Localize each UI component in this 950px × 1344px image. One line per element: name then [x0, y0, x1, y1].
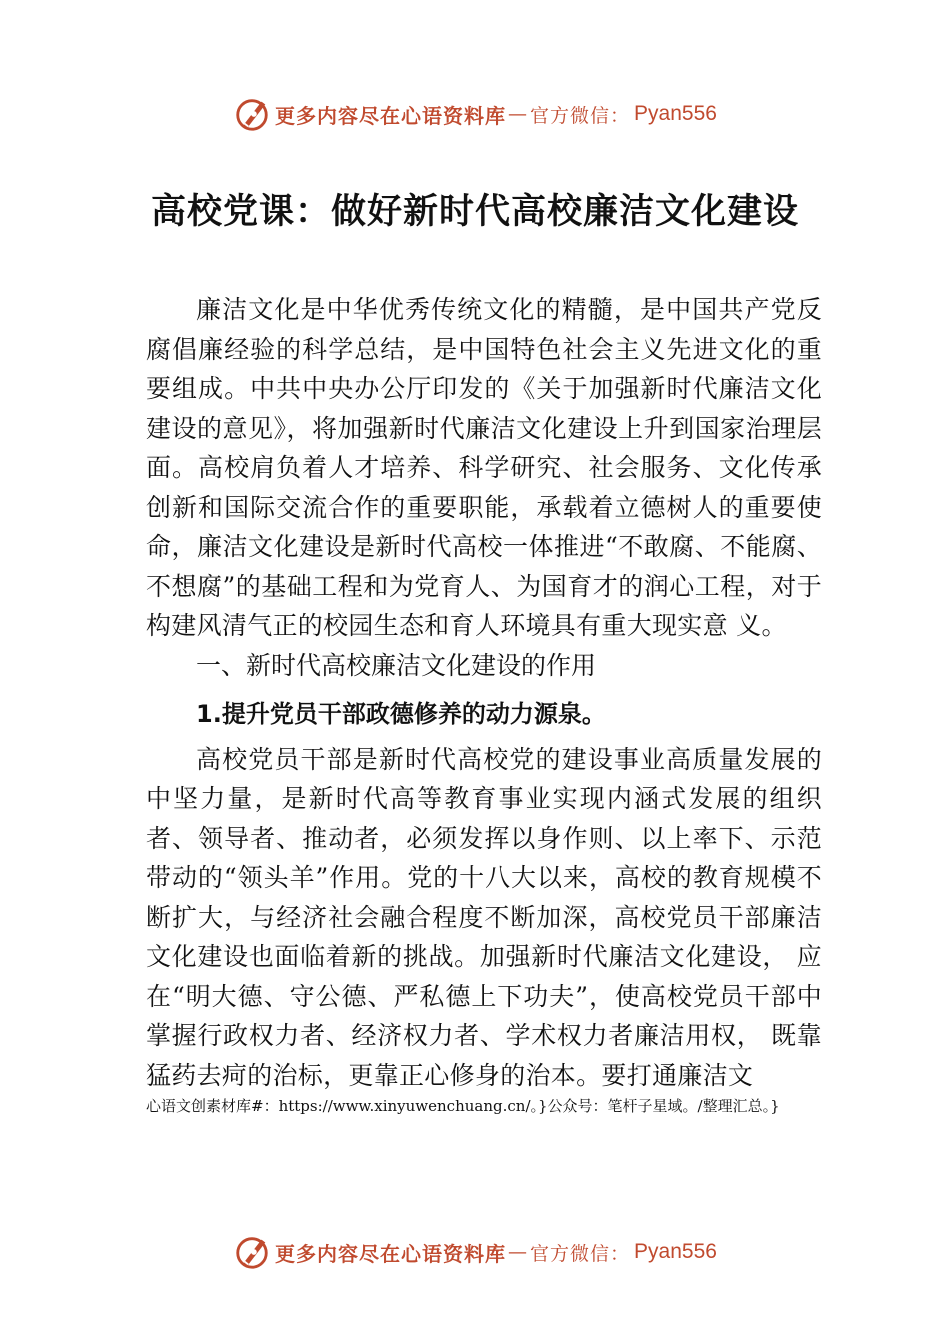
- banner-wechat-id: Pyan556: [634, 1240, 717, 1263]
- pen-logo-icon: [233, 1233, 271, 1271]
- banner-text: 更多内容尽在心语资料库: [275, 1241, 507, 1266]
- body-paragraph: 高校党员干部是新时代高校党的建设事业高质量发展的中坚力量，是新时代高等教育事业实现内涵式发展的组织者、领导者、推动者，必须发挥以身作则、以上率下、示范带动的“领头羊”作用。党的十八大以来，高校的教育规模不断扩大，与经济社会融合程度不断加深，高校党员干部廉洁文化建设也面临着新的挑战。加强新时代廉洁文化建设， 应在“明大德、守公德、严私德上下功夫”，使高校党员干部中掌握行政权力者、经济权力者、学术权力者廉洁用权， 既靠猛药去疴的治标，更靠正心修身的治本。要打通廉洁文: [146, 744, 822, 1090]
- page-title: 高校党课：做好新时代高校廉洁文化建设: [150, 191, 799, 232]
- banner-dash: —: [508, 103, 529, 125]
- banner-wechat-label: 官方微信：: [530, 104, 631, 127]
- banner-text: 更多内容尽在心语资料库: [275, 103, 507, 128]
- footer-banner: [0, 1232, 950, 1272]
- pen-logo-icon: [233, 95, 271, 133]
- banner-wechat-label: 官方微信：: [530, 1242, 631, 1265]
- header-banner: [0, 94, 950, 134]
- section-heading: 一、新时代高校廉洁文化建设的作用: [196, 650, 597, 680]
- intro-paragraph: 廉洁文化是中华优秀传统文化的精髓，是中国共产党反腐倡廉经验的科学总结，是中国特色社会主义先进文化的重要组成。中共中央办公厅印发的《关于加强新时代廉洁文化建设的意见》，将加强新时代廉洁文化建设上升到国家治理层面。高校肩负着人才培养、科学研究、社会服务、文化传承创新和国际交流合作的重要职能，承载着立德树人的重要使命，廉洁文化建设是新时代高校一体推进“不敢腐、不能腐、不想腐”的基础工程和为党育人、为国育才的润心工程，对于构建风清气正的校园生态和育人环境具有重大现实意 义。: [146, 295, 822, 640]
- source-footnote: 心语文创素材库#：https://www.xinyuwenchuang.cn/。}公众号：笔杆子星域。/整理汇总。}: [146, 1097, 780, 1115]
- banner-dash: —: [508, 1241, 529, 1263]
- document-body: [146, 290, 822, 1095]
- banner-wechat-id: Pyan556: [634, 102, 717, 125]
- subsection-heading: 1.提升党员干部政德修养的动力源泉。: [196, 699, 606, 728]
